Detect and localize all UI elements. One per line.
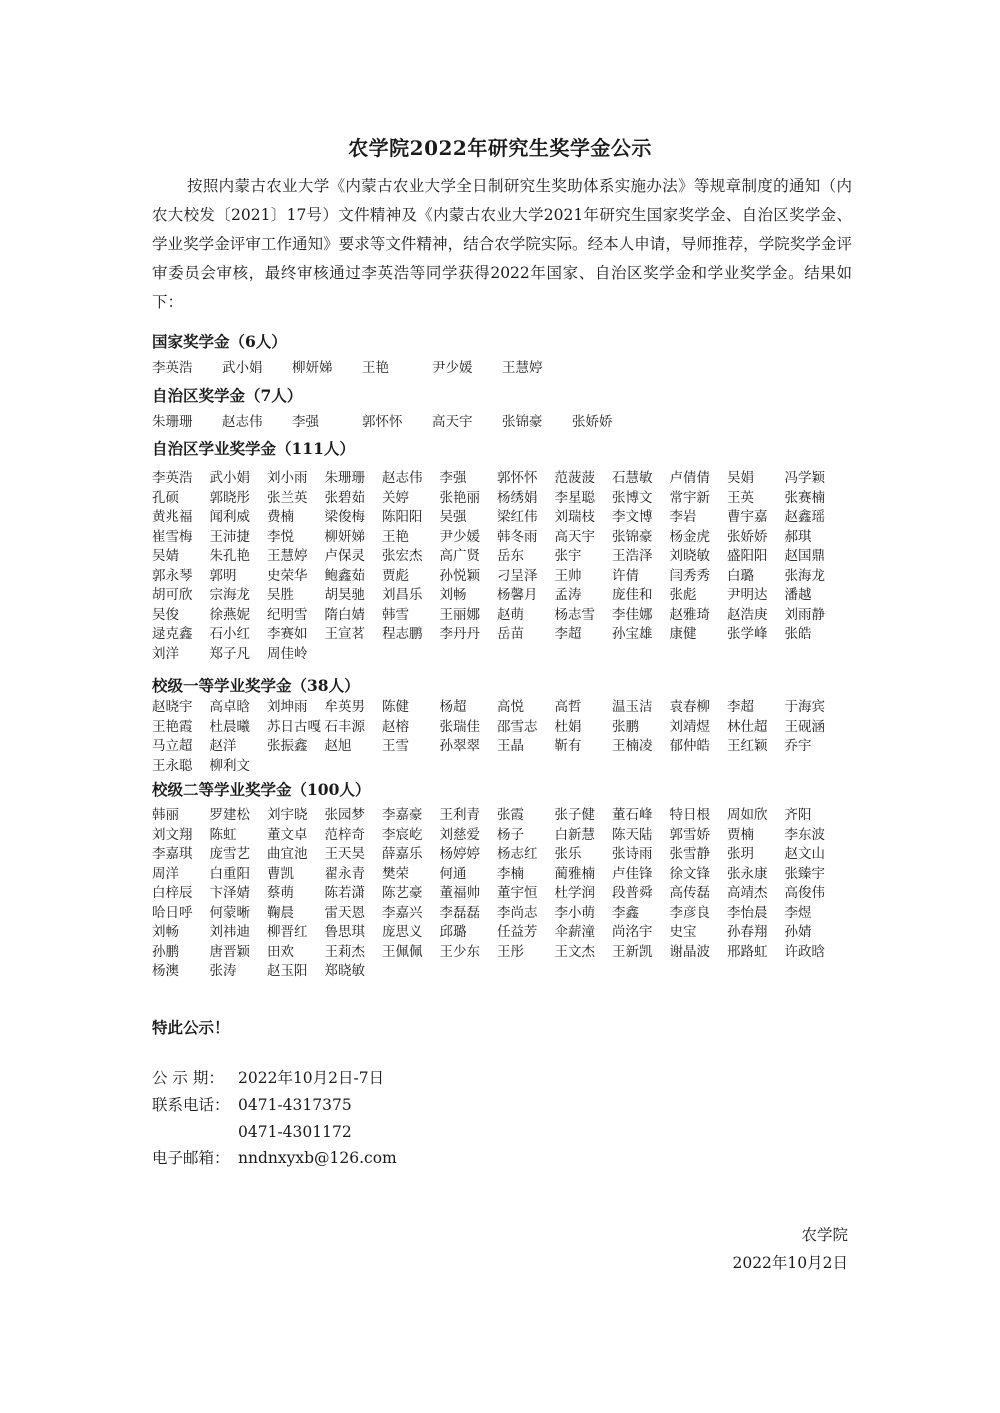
awardee-name: 段普舜 [612, 885, 653, 901]
awardee-name: 齐阳 [784, 807, 812, 823]
awardee-name: 杨馨月 [497, 587, 538, 603]
awardee-name: 郝琪 [784, 528, 812, 545]
awardee-name: 朱孔艳 [209, 548, 250, 564]
awardee-name: 温玉洁 [612, 699, 653, 715]
period-value: 2022年10月2日-7日 [238, 1069, 385, 1087]
awardee-name: 蔡萌 [267, 885, 294, 901]
contact-phone-2 [152, 1121, 352, 1143]
awardee-name: 梁红伟 [497, 509, 538, 525]
awardee-name: 谢晶波 [669, 943, 710, 960]
awardee-name: 吴娟 [727, 470, 754, 486]
awardee-name: 胡昊驰 [324, 587, 365, 603]
awardee-name: 周如欣 [727, 807, 768, 823]
awardee-name: 周洋 [152, 865, 179, 882]
awardee-name: 哈日呼 [152, 904, 193, 921]
awardee-name: 张娇娇 [572, 414, 613, 430]
awardee-name: 陈艺豪 [382, 885, 423, 901]
awardee-name: 薛嘉乐 [382, 846, 423, 862]
awardee-name: 孙翠翠 [439, 738, 480, 754]
awardee-name: 杜晨曦 [209, 718, 250, 735]
awardee-name: 刘瑞枝 [554, 509, 595, 525]
awardee-name: 邱璐 [439, 924, 467, 940]
awardee-name: 刘祎迪 [209, 924, 250, 940]
awardee-name: 高传磊 [669, 885, 710, 901]
awardee-name: 王彤 [497, 943, 524, 960]
awardee-name: 刘雨静 [784, 606, 825, 623]
awardee-name: 卢佳锋 [612, 865, 653, 882]
awardee-name: 范菠菠 [554, 470, 595, 486]
awardee-name: 石慧敏 [612, 470, 653, 486]
awardee-name: 翟永青 [324, 865, 365, 882]
awardee-name: 刘畅 [152, 924, 179, 940]
awardee-name: 陈天陆 [612, 826, 653, 843]
awardee-name: 李超 [727, 699, 754, 715]
awardee-name: 雷天恩 [324, 904, 365, 921]
awardee-name: 王红颖 [727, 738, 768, 754]
awardee-name: 刁呈泽 [497, 567, 538, 584]
awardee-name: 郭永琴 [152, 567, 193, 584]
awardee-name: 张臻宇 [784, 865, 825, 882]
awardee-name: 王艳霞 [152, 718, 193, 735]
awardee-name: 王沛捷 [209, 528, 250, 545]
awardee-name: 白新慧 [554, 826, 595, 843]
awardee-name: 孙宝雄 [612, 626, 653, 642]
awardee-name: 张海龙 [784, 567, 825, 584]
awardee-name: 王佩佩 [382, 943, 423, 960]
awardee-name: 张彪 [669, 587, 697, 603]
awardee-name: 杨澳 [152, 963, 179, 979]
awardee-name: 武小娟 [222, 360, 263, 376]
awardee-name: 赵洋 [209, 738, 237, 754]
awardee-name: 王慧婷 [502, 360, 543, 376]
names-national [152, 359, 852, 379]
awardee-name: 郭怀怀 [497, 470, 538, 486]
awardee-name: 唐晋颖 [209, 943, 250, 960]
awardee-name: 乔宇 [784, 738, 812, 754]
awardee-name: 王少东 [439, 943, 480, 960]
contact-period [152, 1067, 384, 1089]
awardee-name: 鲍鑫茹 [324, 567, 365, 584]
awardee-name: 崔雪梅 [152, 528, 193, 545]
awardee-name: 吴强 [439, 509, 467, 525]
awardee-name: 黄兆福 [152, 509, 193, 525]
awardee-name: 李星聪 [554, 489, 595, 506]
awardee-name: 柳晋红 [267, 924, 308, 940]
awardee-name: 王新凯 [612, 943, 653, 960]
awardee-name: 李英浩 [152, 470, 193, 486]
awardee-name: 史宝 [669, 924, 697, 940]
awardee-name: 张皓 [784, 626, 812, 642]
awardee-name: 邢路虹 [727, 943, 768, 960]
awardee-name: 张锦豪 [612, 528, 653, 545]
awardee-name: 常宇新 [669, 489, 710, 506]
awardee-name: 张宇 [554, 548, 582, 564]
awardee-name: 费楠 [267, 509, 294, 525]
awardee-name: 杜学润 [554, 885, 595, 901]
awardee-name: 董石峰 [612, 807, 653, 823]
awardee-name: 郭晓彤 [209, 489, 250, 506]
names-autonomous-academic [152, 469, 852, 664]
email-label: 电子邮箱： [152, 1149, 230, 1167]
awardee-name: 于海宾 [784, 699, 825, 715]
awardee-name: 伞薪潼 [554, 924, 595, 940]
section-heading-second-class: 校级二等学业奖学金（100人） [152, 780, 371, 799]
awardee-name: 卞泽婧 [209, 885, 250, 901]
awardee-name: 李小萌 [554, 904, 595, 921]
phone-number-2: 0471-4301172 [238, 1123, 352, 1141]
awardee-name: 张子健 [554, 807, 595, 823]
intro-text: 按照内蒙古农业大学《内蒙古农业大学全日制研究生奖助体系实施办法》等规章制度的通知（内农大校发〔2021〕17号）文件精神及《内蒙古农业大学2021年研究生国家奖学金、自治区奖学金、学业奖学金评审工作通知》要求等文件精神，结合农学院实际。经本人申请，导师推荐，学院奖学金评审委员会审核，最终审核通过李英浩等同学获得2022年国家、自治区奖学金和学业奖学金。结果如下： [152, 177, 852, 311]
awardee-name: 陈阳阳 [382, 509, 423, 525]
awardee-name: 李岩 [669, 509, 697, 525]
awardee-name: 杜娟 [554, 718, 582, 735]
page-title: 农学院2022年研究生奖学金公示 [348, 136, 652, 160]
awardee-name: 尹明达 [727, 587, 768, 603]
names-second-class [152, 806, 852, 982]
awardee-name: 张赛楠 [784, 489, 825, 506]
awardee-name: 杨绣娟 [497, 489, 538, 506]
awardee-name: 闻利威 [209, 509, 250, 525]
awardee-name: 杨子 [497, 826, 524, 843]
awardee-name: 靳有 [554, 738, 582, 754]
awardee-name: 岳东 [497, 548, 524, 564]
awardee-name: 杨金虎 [669, 528, 710, 545]
awardee-name: 张雪静 [669, 846, 710, 862]
awardee-name: 赵浩庚 [727, 606, 768, 623]
email-address: nndnxyxb@126.com [238, 1149, 397, 1167]
awardee-name: 赵萌 [497, 606, 524, 623]
awardee-name: 王文杰 [554, 943, 595, 960]
awardee-name: 张兰英 [267, 489, 308, 506]
awardee-name: 柳利文 [209, 757, 250, 774]
awardee-name: 韩丽 [152, 807, 179, 823]
awardee-name: 王宣茗 [324, 626, 365, 642]
awardee-name: 孔硕 [152, 489, 179, 506]
awardee-name: 刘慈爱 [439, 826, 480, 843]
awardee-name: 王楠凌 [612, 738, 653, 754]
awardee-name: 张宏杰 [382, 548, 423, 564]
awardee-name: 郑晓敏 [324, 963, 365, 979]
awardee-name: 关婷 [382, 489, 409, 506]
awardee-name: 马立超 [152, 738, 193, 754]
awardee-name: 高卓晗 [209, 699, 250, 715]
awardee-name: 吴胜 [267, 587, 294, 603]
signature-date: 2022年10月2日 [732, 1254, 848, 1272]
awardee-name: 鲁思琪 [324, 924, 365, 940]
awardee-name: 张博文 [612, 489, 653, 506]
awardee-name: 罗建松 [209, 807, 250, 823]
awardee-name: 郁仲皓 [669, 738, 710, 754]
awardee-name: 隋白婧 [324, 606, 365, 623]
awardee-name: 岳苗 [497, 626, 524, 642]
awardee-name: 尚洺宇 [612, 924, 653, 940]
awardee-name: 杨志雪 [554, 606, 595, 623]
awardee-name: 何蒙晰 [209, 904, 250, 921]
awardee-name: 朱珊珊 [152, 414, 193, 430]
section-heading-autonomous-academic: 自治区学业奖学金（111人） [152, 439, 355, 458]
awardee-name: 刘昌乐 [382, 587, 423, 603]
awardee-name: 张娇娇 [727, 528, 768, 545]
awardee-name: 李佳娜 [612, 606, 653, 623]
awardee-name: 张园梦 [324, 807, 365, 823]
awardee-name: 张瑞佳 [439, 718, 480, 735]
awardee-name: 赵文山 [784, 846, 825, 862]
awardee-name: 高悦 [497, 699, 524, 715]
awardee-name: 李强 [292, 414, 319, 430]
awardee-name: 贾彪 [382, 567, 409, 584]
awardee-name: 武小娟 [209, 470, 250, 486]
awardee-name: 闫秀秀 [669, 567, 710, 584]
awardee-name: 董福帅 [439, 885, 480, 901]
awardee-name: 张诗雨 [612, 846, 653, 862]
awardee-name: 林仕超 [727, 718, 768, 735]
awardee-name: 李煜 [784, 904, 812, 921]
awardee-name: 李宸屹 [382, 826, 423, 843]
awardee-name: 刘洋 [152, 645, 179, 662]
phone-label: 联系电话： [152, 1096, 230, 1114]
awardee-name: 牟英男 [324, 699, 365, 715]
awardee-name: 白璐 [727, 567, 754, 584]
awardee-name: 刘靖煜 [669, 718, 710, 735]
awardee-name: 庞雪艺 [209, 846, 250, 862]
awardee-name: 韩冬雨 [497, 528, 538, 545]
awardee-name: 赵雅琦 [669, 606, 710, 623]
awardee-name: 王艳 [362, 360, 389, 376]
awardee-name: 许政晗 [784, 943, 825, 960]
awardee-name: 张霞 [497, 807, 524, 823]
awardee-name: 康健 [669, 626, 697, 642]
awardee-name: 高天宇 [432, 414, 473, 430]
awardee-name: 朱珊珊 [324, 470, 365, 486]
awardee-name: 王雪 [382, 738, 409, 754]
awardee-name: 蔺雅楠 [554, 865, 595, 882]
awardee-name: 张振鑫 [267, 738, 308, 754]
awardee-name: 赵榕 [382, 718, 409, 735]
awardee-name: 郑子凡 [209, 645, 250, 662]
signature-org: 农学院 [801, 1226, 848, 1244]
awardee-name: 赵志伟 [222, 414, 263, 430]
awardee-name: 李怡晨 [727, 904, 768, 921]
awardee-name: 刘宇晓 [267, 807, 308, 823]
awardee-name: 陈若潇 [324, 885, 365, 901]
awardee-name: 李赛如 [267, 626, 308, 642]
awardee-name: 李悦 [267, 528, 294, 545]
awardee-name: 程志鹏 [382, 626, 423, 642]
section-heading-national: 国家奖学金（6人） [152, 332, 287, 351]
awardee-name: 庞思义 [382, 924, 423, 940]
awardee-name: 王莉杰 [324, 943, 365, 960]
awardee-name: 郭怀怀 [362, 414, 403, 430]
awardee-name: 尹少媛 [432, 360, 473, 376]
awardee-name: 庞佳和 [612, 587, 653, 603]
awardee-name: 曹宇嘉 [727, 509, 768, 525]
awardee-name: 邵雪志 [497, 718, 538, 735]
awardee-name: 贾楠 [727, 826, 754, 843]
awardee-name: 赵晓宇 [152, 699, 193, 715]
awardee-name: 王天昊 [324, 846, 365, 862]
notice-text: 特此公示！ [152, 1018, 230, 1037]
awardee-name: 刘坤雨 [267, 699, 308, 715]
awardee-name: 王永聪 [152, 757, 193, 774]
awardee-name: 王晶 [497, 738, 524, 754]
awardee-name: 王丽娜 [439, 606, 480, 623]
awardee-name: 李文博 [612, 509, 653, 525]
awardee-name: 刘文翔 [152, 826, 193, 843]
awardee-name: 张玥 [727, 846, 754, 862]
awardee-name: 李嘉兴 [382, 904, 423, 921]
awardee-name: 李尚志 [497, 904, 538, 921]
awardee-name: 许倩 [612, 567, 639, 584]
awardee-name: 袁春柳 [669, 699, 710, 715]
awardee-name: 张涛 [209, 963, 237, 979]
awardee-name: 徐文锋 [669, 865, 710, 882]
awardee-name: 董文卓 [267, 826, 308, 843]
awardee-name: 张学峰 [727, 626, 768, 642]
awardee-name: 潘越 [784, 587, 812, 603]
awardee-name: 韩雪 [382, 606, 409, 623]
awardee-name: 王砚涵 [784, 718, 825, 735]
awardee-name: 卢保灵 [324, 548, 365, 564]
awardee-name: 陈虹 [209, 826, 237, 843]
awardee-name: 郭明 [209, 567, 237, 584]
awardee-name: 王慧婷 [267, 548, 308, 564]
awardee-name: 王利青 [439, 807, 480, 823]
awardee-name: 赵国鼎 [784, 548, 825, 564]
awardee-name: 石小红 [209, 626, 250, 642]
awardee-name: 李楠 [497, 865, 524, 882]
awardee-name: 李嘉豪 [382, 807, 423, 823]
awardee-name: 张永康 [727, 865, 768, 882]
awardee-name: 王艳 [382, 528, 409, 545]
period-label: 公 示 期： [152, 1069, 224, 1087]
awardee-name: 孟涛 [554, 587, 582, 603]
awardee-name: 曲宜池 [267, 846, 308, 862]
awardee-name: 张锦豪 [502, 414, 543, 430]
awardee-name: 徐燕妮 [209, 606, 250, 623]
awardee-name: 刘畅 [439, 587, 467, 603]
awardee-name: 苏日古嘎 [267, 718, 321, 735]
awardee-name: 白重阳 [209, 865, 250, 882]
awardee-name: 高靖杰 [727, 885, 768, 901]
awardee-name: 李英浩 [152, 360, 193, 376]
awardee-name: 梁俊梅 [324, 509, 365, 525]
contact-phone [152, 1094, 352, 1116]
awardee-name: 高俊伟 [784, 885, 825, 901]
section-heading-autonomous: 自治区奖学金（7人） [152, 386, 303, 405]
awardee-name: 柳妍娣 [324, 528, 365, 545]
awardee-name: 李丹丹 [439, 626, 480, 642]
awardee-name: 陈健 [382, 699, 409, 715]
awardee-name: 刘晓敏 [669, 548, 710, 564]
awardee-name: 李鑫 [612, 904, 639, 921]
awardee-name: 任益芳 [497, 924, 538, 940]
awardee-name: 赵志伟 [382, 470, 423, 486]
awardee-name: 卢倩倩 [669, 470, 710, 486]
awardee-name: 特日根 [669, 807, 710, 823]
awardee-name: 樊荣 [382, 865, 409, 882]
awardee-name: 赵鑫瑶 [784, 509, 825, 525]
awardee-name: 杨志红 [497, 846, 538, 862]
awardee-name: 逯克鑫 [152, 626, 193, 642]
awardee-name: 杨超 [439, 699, 467, 715]
awardee-name: 范梓奇 [324, 826, 365, 843]
awardee-name: 李磊磊 [439, 904, 480, 921]
awardee-name: 李强 [439, 470, 467, 486]
awardee-name: 冯学颖 [784, 470, 825, 486]
awardee-name: 孙春翔 [727, 924, 768, 940]
awardee-name: 李彦良 [669, 904, 710, 921]
awardee-name: 盛阳阳 [727, 548, 768, 564]
awardee-name: 史荣华 [267, 567, 308, 584]
phone-number-1: 0471-4317375 [238, 1096, 352, 1114]
awardee-name: 柳妍娣 [292, 360, 333, 376]
awardee-name: 李超 [554, 626, 582, 642]
awardee-name: 胡可欣 [152, 587, 193, 603]
awardee-name: 田欢 [267, 943, 294, 960]
awardee-name: 孙鹏 [152, 943, 179, 960]
awardee-name: 吴婧 [152, 548, 179, 564]
awardee-name: 高广贤 [439, 548, 480, 564]
awardee-name: 王浩泽 [612, 548, 653, 564]
names-autonomous [152, 413, 852, 433]
contact-email [152, 1147, 397, 1169]
awardee-name: 周佳岭 [267, 645, 308, 662]
awardee-name: 张乐 [554, 846, 582, 862]
awardee-name: 何通 [439, 865, 467, 882]
awardee-name: 白梓辰 [152, 885, 193, 901]
awardee-name: 王英 [727, 489, 754, 506]
awardee-name: 郭雪娇 [669, 826, 710, 843]
awardee-name: 纪明雪 [267, 606, 308, 623]
awardee-name: 王帅 [554, 567, 582, 584]
awardee-name: 孙婧 [784, 924, 812, 940]
awardee-name: 高哲 [554, 699, 582, 715]
awardee-name: 董宇恒 [497, 885, 538, 901]
awardee-name: 赵玉阳 [267, 963, 308, 979]
awardee-name: 曹凯 [267, 865, 294, 882]
awardee-name: 张鹏 [612, 718, 639, 735]
awardee-name: 宗海龙 [209, 587, 250, 603]
awardee-name: 刘小雨 [267, 470, 308, 486]
awardee-name: 张艳丽 [439, 489, 480, 506]
awardee-name: 杨婷婷 [439, 846, 480, 862]
intro-paragraph [152, 172, 852, 317]
awardee-name: 张碧茹 [324, 489, 365, 506]
awardee-name: 鞠晨 [267, 904, 294, 921]
awardee-name: 尹少媛 [439, 528, 480, 545]
awardee-name: 孙悦颖 [439, 567, 480, 584]
awardee-name: 李东波 [784, 826, 825, 843]
section-heading-first-class: 校级一等学业奖学金（38人） [152, 676, 360, 695]
names-first-class [152, 698, 852, 776]
awardee-name: 高天宇 [554, 528, 595, 545]
awardee-name: 吴俊 [152, 606, 179, 623]
awardee-name: 赵旭 [324, 738, 352, 754]
awardee-name: 石丰源 [324, 718, 365, 735]
awardee-name: 李嘉琪 [152, 846, 193, 862]
